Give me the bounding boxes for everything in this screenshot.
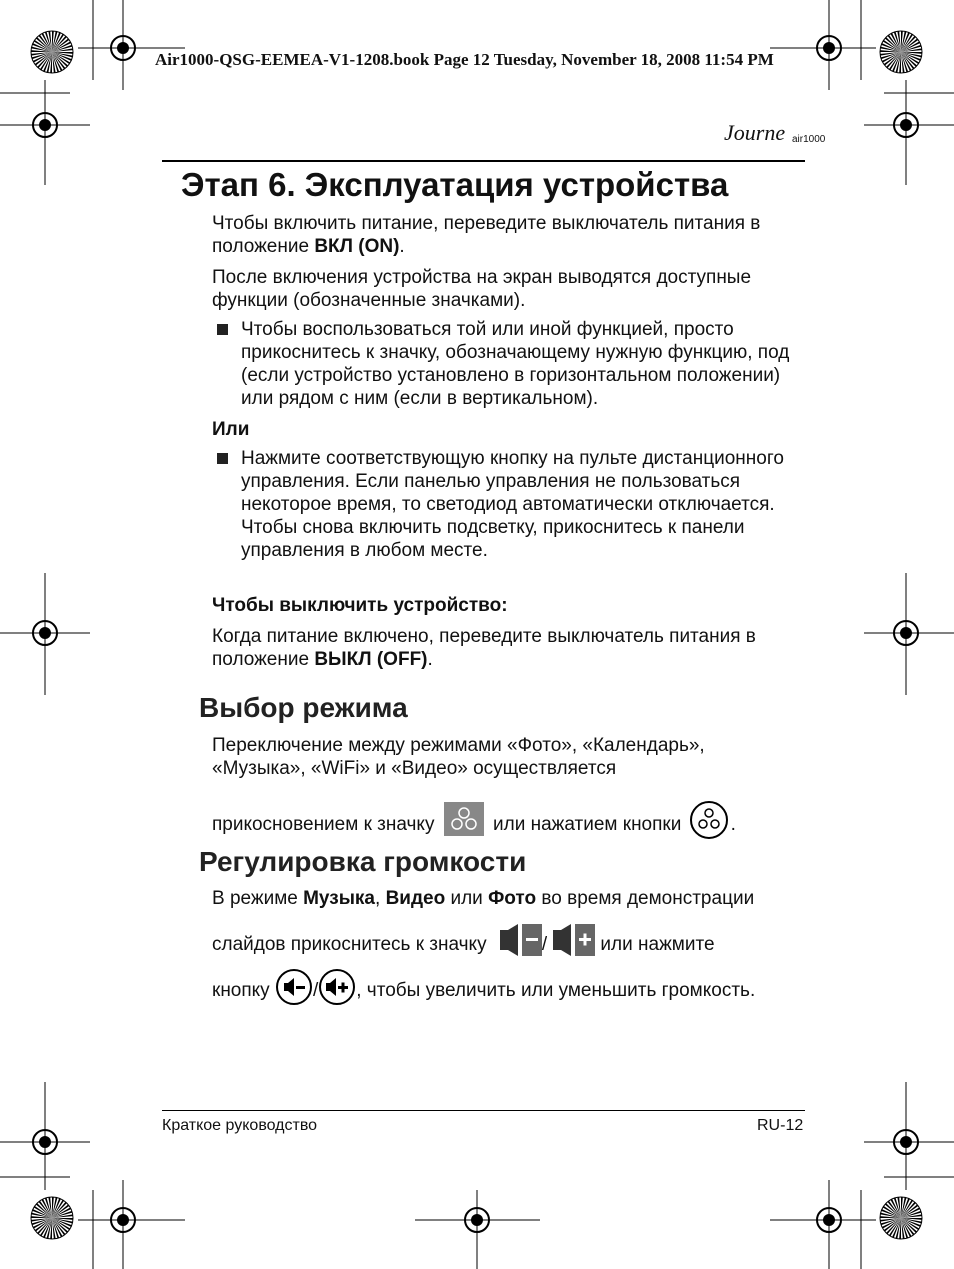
volume-down-icon [494, 924, 542, 956]
volume-down-button-icon [275, 968, 313, 1006]
off-label: ВЫКЛ (OFF) [314, 649, 428, 670]
footer-left: Краткое руководство [162, 1117, 318, 1134]
starburst-ray [52, 1197, 54, 1218]
print-header: Air1000-QSG-EEMEA-V1-1208.book Page 12 Tuesday, November 18, 2008 11:54 PM [155, 50, 774, 69]
volume-up-button-icon [318, 968, 356, 1006]
starburst-ray [31, 50, 52, 52]
title-rule [162, 160, 805, 162]
volume-heading: Регулировка громкости [199, 846, 527, 877]
starburst-ray [50, 52, 52, 73]
intro-paragraph-2: После включения устройства на экран выводятся доступные функции (обозначенные значками). [212, 267, 752, 311]
starburst-ray [52, 1218, 73, 1220]
starburst-ray [901, 52, 922, 54]
starburst-ray [880, 50, 901, 52]
volume-line-3: кнопку / , чтобы увеличить или уменьшить громкость. [212, 968, 755, 1006]
starburst-ray [899, 1218, 901, 1239]
volume-line-1: В режиме Музыка, Видео или Фото во время демонстрации [212, 888, 755, 909]
footer-page-number: RU-12 [757, 1117, 804, 1134]
logo-script: Journe [724, 120, 786, 145]
or-label: Или [212, 419, 250, 440]
starburst-ray [901, 31, 903, 52]
on-label: ВКЛ (ON) [314, 236, 400, 257]
journe-logo [724, 120, 826, 146]
starburst-ray [901, 1197, 903, 1218]
logo-sub: air1000 [792, 134, 826, 145]
power-off-paragraph: Когда питание включено, переведите выключатель питания в положение ВЫКЛ (OFF). [212, 626, 756, 670]
starburst-ray [901, 1218, 922, 1220]
mode-button-icon [689, 800, 729, 840]
volume-up-icon [547, 924, 595, 956]
bullet-item-touch: Чтобы воспользоваться той или иной функцией, просто прикоснитесь к значку, обозначающему нужную функцию, под (если устройство установлено в горизонтальном положении) или рядом с ним (если в вертикальном). [241, 319, 790, 409]
starburst-ray [52, 31, 54, 52]
bullet-item-remote: Нажмите соответствующую кнопку на пульте дистанционного управления. Если панелью управления не пользоваться некоторое время, то светодиод автоматически отключается. Чтобы снова включить подсветку, прикоснитесь к панели управления в любом месте. [241, 448, 784, 561]
bullet-marker [217, 324, 228, 335]
starburst-ray [31, 1216, 52, 1218]
starburst-ray [50, 1218, 52, 1239]
intro-paragraph-1: Чтобы включить питание, переведите выключатель питания в положение ВКЛ (ON). [212, 213, 761, 257]
volume-line-2: слайдов прикоснитесь к значку / или нажмите [212, 924, 715, 956]
mode-heading: Выбор режима [199, 692, 408, 723]
page-title: Этап 6. Эксплуатация устройства [181, 166, 729, 203]
mode-line-2: прикосновением к значку или нажатием кнопки . [212, 800, 736, 840]
mode-switch-icon [444, 802, 484, 836]
starburst-ray [899, 52, 901, 73]
footer-rule [162, 1110, 805, 1111]
bullet-marker [217, 453, 228, 464]
mode-paragraph: Переключение между режимами «Фото», «Календарь», «Музыка», «WiFi» и «Видео» осуществляется [212, 735, 705, 779]
power-off-heading: Чтобы выключить устройство: [212, 595, 508, 616]
starburst-ray [52, 52, 73, 54]
starburst-ray [880, 1216, 901, 1218]
